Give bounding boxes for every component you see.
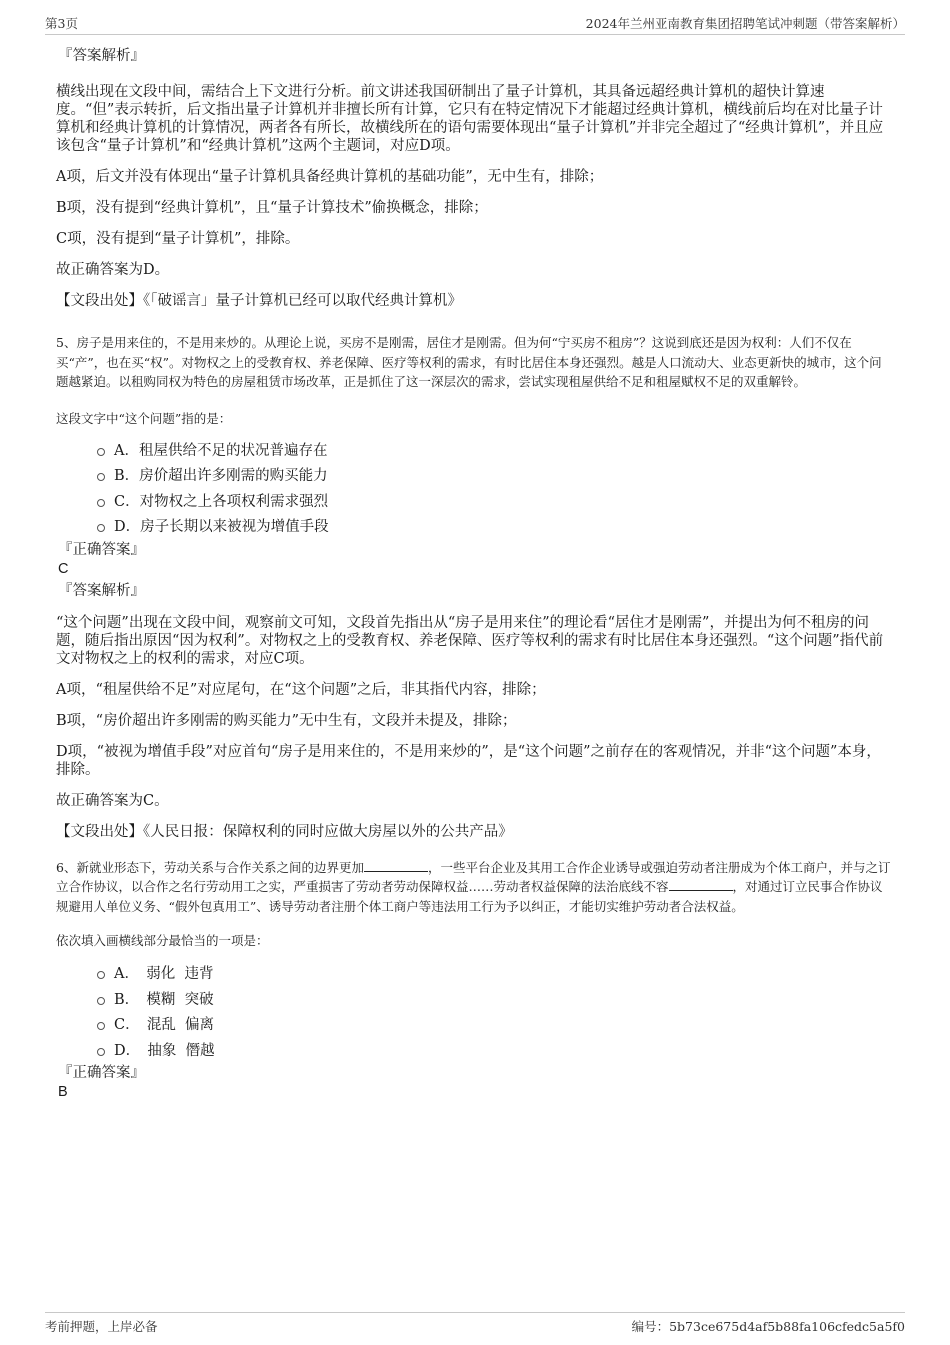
q5-analysis-paragraph: B项，“房价超出许多刚需的购买能力”无中生有，文段并未提及，排除； xyxy=(56,712,517,729)
q5-source: 【文段出处】《人民日报：保障权利的同时应做大房屋以外的公共产品》 xyxy=(56,823,513,840)
q5-answer-label: 『正确答案』 xyxy=(58,541,145,558)
radio-icon[interactable] xyxy=(97,524,105,532)
q5-option-c[interactable]: C．对物权之上各项权利需求强烈 xyxy=(56,492,892,518)
q4-source: 【文段出处】《「破谣言」量子计算机已经可以取代经典计算机》 xyxy=(56,293,462,309)
q4-analysis-paragraph: 横线出现在文段中间，需结合上下文进行分析。前文讲述我国研制出了量子计算机，其具备远超经典计算机的超快计算速度。“但”表示转折，后文指出量子计算机并非擅长所有计算，它只有在特定情况下才能超过经典计算机，横线前后均在对比量子计算机和经典计算机的计算情况，两者各有所长，故横线所在的语句需要体现出“量子计算机”并非完全超过了“经典计算机”，并且应该包含“量子计算机”和“经典计算机”这两个主题词，对应D项。 xyxy=(56,84,884,154)
q5-option-d[interactable]: D．房子长期以来被视为增值手段 xyxy=(56,517,892,543)
q6-option-d[interactable]: D． 抽象 僭越 xyxy=(56,1041,892,1067)
q4-analysis-paragraph: B项，没有提到“经典计算机”，且“量子计算技术”偷换概念，排除； xyxy=(56,200,488,216)
page-number: 第3页 xyxy=(45,16,78,31)
q6-option-c[interactable]: C． 混乱 偏离 xyxy=(56,1015,892,1041)
q4-analysis-paragraph: 故正确答案为D。 xyxy=(56,262,170,278)
q5-option-b[interactable]: B．房价超出许多刚需的购买能力 xyxy=(56,466,892,492)
page-content xyxy=(56,44,892,1101)
document-id: 编号：5b73ce675d4af5b88fa106cfedc5a5f0 xyxy=(631,1319,905,1334)
radio-icon[interactable] xyxy=(97,499,105,507)
q4-analysis-paragraph: C项，没有提到“量子计算机”，排除。 xyxy=(56,231,300,247)
page-header xyxy=(45,14,905,35)
footer-slogan: 考前押题，上岸必备 xyxy=(45,1319,158,1334)
q5-analysis-paragraph: A项，“租屋供给不足”对应尾句，在“这个问题”之后，非其指代内容，排除； xyxy=(56,681,546,698)
q6-question-body: 6、新就业形态下，劳动关系与合作关系之间的边界更加 ，一些平台企业及其用工合作企业诱导或强迫劳动者注册成为个体工商户，并与之订立合作协议，以合作之名行劳动用工之实，严重损害了劳动者劳动保障权益……劳动者权益保障的法治底线不容 ，对通过订立民事合作协议规避用人单位义务、“假外包真用工”、诱导劳动者注册个体工商户等违法用工行为予以纠正，才能切实维护劳动者合法权益。 xyxy=(56,859,891,914)
page-footer xyxy=(45,1312,905,1335)
q6-options xyxy=(56,964,892,1066)
document-title: 2024年兰州亚南教育集团招聘笔试冲刺题（带答案解析） xyxy=(585,16,905,31)
q6-answer: B xyxy=(58,1084,68,1100)
radio-icon[interactable] xyxy=(97,971,105,979)
fill-blank xyxy=(364,859,428,872)
q6-option-a[interactable]: A． 弱化 违背 xyxy=(56,964,892,990)
q5-answer: C xyxy=(58,560,69,577)
q6-option-b[interactable]: B． 模糊 突破 xyxy=(56,990,892,1016)
fill-blank xyxy=(669,878,733,891)
radio-icon[interactable] xyxy=(97,997,105,1005)
q5-analysis-paragraph: “这个问题”出现在文段中间，观察前文可知，文段首先指出从“房子是用来住”的理论看“居住才是刚需”，并提出为何不租房的问题，随后指出原因“因为权利”。对物权之上的受教育权、养老保障、医疗等权利的需求有时比居住本身还强烈。“这个问题”指代前文对物权之上的权利的需求，对应C项。 xyxy=(56,614,884,667)
q6-answer-label: 『正确答案』 xyxy=(58,1065,145,1081)
q5-analysis-paragraph: D项，“被视为增值手段”对应首句“房子是用来住的，不是用来炒的”，是“这个问题”之前存在的客观情况，并非“这个问题”本身，排除。 xyxy=(56,743,881,778)
q5-analysis-label: 『答案解析』 xyxy=(58,582,145,599)
q5-prompt: 这段文字中“这个问题”指的是： xyxy=(56,410,232,426)
q5-question-body: 5、房子是用来住的，不是用来炒的。从理论上说，买房不是刚需，居住才是刚需。但为何“宁买房不租房”？这说到底还是因为权利：人们不仅在买“产”，也在买“权”。对物权之上的受教育权、养老保障、医疗等权利的需求，有时比居住本身还强烈。越是人口流动大、业态更新快的城市，这个问题越紧迫。以租购同权为特色的房屋租赁市场改革，正是抓住了这一深层次的需求，尝试实现租屋供给不足和租屋赋权不足的双重解铃。 xyxy=(56,335,882,389)
q4-analysis-label: 『答案解析』 xyxy=(58,48,145,64)
q5-option-a[interactable]: A．租屋供给不足的状况普遍存在 xyxy=(56,441,892,467)
q5-analysis-paragraph: 故正确答案为C。 xyxy=(56,792,169,809)
q6-prompt: 依次填入画横线部分最恰当的一项是： xyxy=(56,933,269,948)
radio-icon[interactable] xyxy=(97,1048,105,1056)
radio-icon[interactable] xyxy=(97,473,105,481)
q4-analysis-paragraph: A项，后文并没有体现出“量子计算机具备经典计算机的基础功能”，无中生有，排除； xyxy=(56,169,604,185)
radio-icon[interactable] xyxy=(97,1022,105,1030)
q5-options xyxy=(56,441,892,543)
radio-icon[interactable] xyxy=(97,448,105,456)
